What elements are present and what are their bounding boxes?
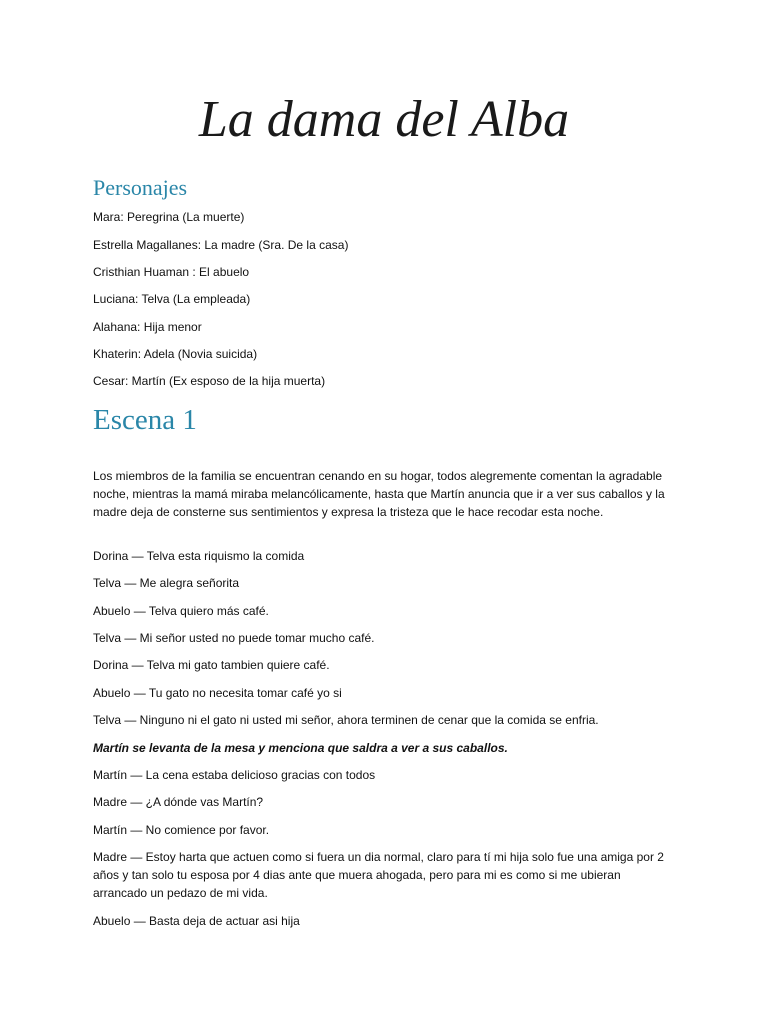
dialogue-line: Abuelo — Basta deja de actuar asi hija [93,914,300,928]
personaje-item: Luciana: Telva (La empleada) [93,292,251,306]
scene-intro-paragraph: Los miembros de la familia se encuentran cenando en su hogar, todos alegremente comentan la agradable noche, mientras la mamá miraba melancólicamente, hasta que Martín anuncia que ir a ver sus caballos y la madre deja de consterne sus sentimientos y expresa la tristeza que le hace recodar esta noche. [93,469,665,519]
personaje-item: Mara: Peregrina (La muerte) [93,210,245,224]
personaje-item: Cristhian Huaman : El abuelo [93,265,250,279]
personaje-item: Estrella Magallanes: La madre (Sra. De la casa) [93,238,349,252]
document-title: La dama del Alba [198,91,570,148]
dialogue-line: Madre — ¿A dónde vas Martín? [93,795,264,809]
dialogue-line: Telva — Ninguno ni el gato ni usted mi señor, ahora terminen de cenar que la comida se enfria. [93,713,599,727]
dialogue-line: Martín — La cena estaba delicioso gracias con todos [93,768,376,782]
stage-direction: Martín se levanta de la mesa y menciona que saldra a ver a sus caballos. [93,741,508,755]
personaje-item: Alahana: Hija menor [93,320,202,334]
personajes-heading: Personajes [93,175,188,200]
dialogue-line: Dorina — Telva esta riquismo la comida [93,549,305,563]
dialogue-line: Dorina — Telva mi gato tambien quiere café. [93,658,330,672]
personaje-item: Khaterin: Adela (Novia suicida) [93,347,258,361]
dialogue-line: Abuelo — Telva quiero más café. [93,604,269,618]
escena-heading: Escena 1 [93,404,197,436]
dialogue-line: Madre — Estoy harta que actuen como si fuera un dia normal, claro para tí mi hija solo fue una amiga por 2 años y tan solo tu esposa por 4 dias ante que muera ahogada, pero para mi es como si me ubieran arrancado un pedazo de mi vida. [93,850,664,900]
dialogue-line: Martín — No comience por favor. [93,823,270,837]
dialogue-line: Telva — Me alegra señorita [93,576,240,590]
dialogue-line: Telva — Mi señor usted no puede tomar mucho café. [93,631,375,645]
dialogue-line: Abuelo — Tu gato no necesita tomar café yo si [93,686,342,700]
personaje-item: Cesar: Martín (Ex esposo de la hija muerta) [93,374,326,388]
